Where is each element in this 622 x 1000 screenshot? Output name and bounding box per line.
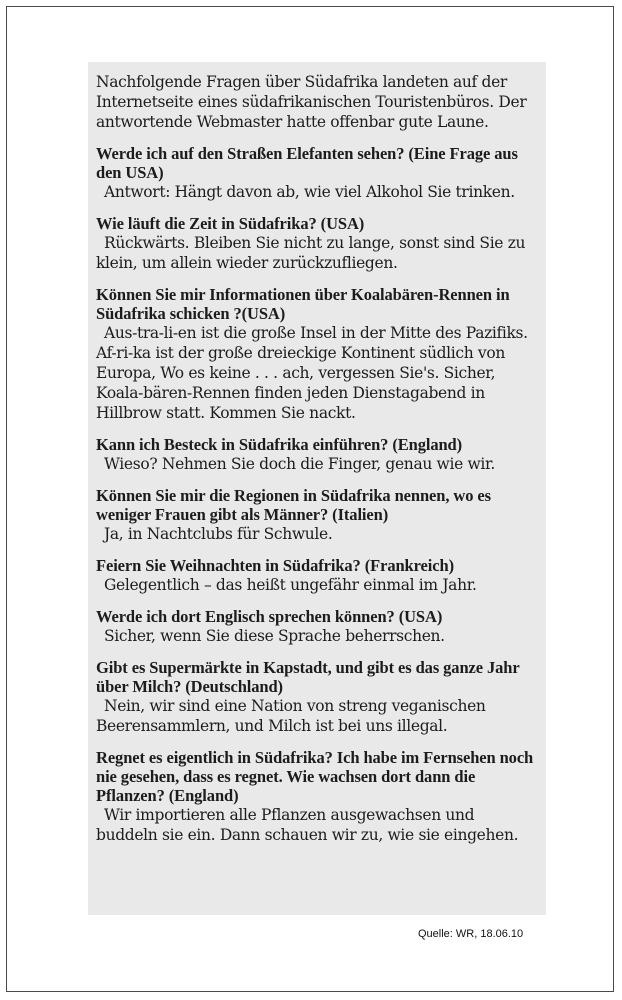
qa-item-7 — [96, 607, 540, 646]
answer: Aus-tra-li-en ist die große Insel in der Mitte des Pazifiks. Af-ri-ka ist der große dreieckige Kontinent südlich von Europa, Wo es keine . . . ach, vergessen Sie's. Sicher, Koala-bären-Rennen finden jeden Dienstagabend in Hillbrow statt. Kommen Sie nackt. — [96, 324, 528, 422]
answer: Wir importieren alle Pflanzen ausgewachsen und buddeln sie ein. Dann schauen wir zu, wie sie eingehen. — [96, 806, 519, 844]
question: Kann ich Besteck in Südafrika einführen? (England) — [96, 435, 463, 454]
qa-item-6 — [96, 556, 540, 595]
qa-item-4 — [96, 435, 540, 474]
question: Wie läuft die Zeit in Südafrika? (USA) — [96, 214, 365, 233]
answer: Wieso? Nehmen Sie doch die Finger, genau wie wir. — [104, 455, 495, 473]
answer: Rückwärts. Bleiben Sie nicht zu lange, sonst sind Sie zu klein, um allein wieder zurückzufliegen. — [96, 234, 526, 272]
qa-item-5 — [96, 486, 540, 544]
question: Können Sie mir die Regionen in Südafrika nennen, wo es weniger Frauen gibt als Männer? (Italien) — [96, 486, 491, 524]
qa-item-3 — [96, 285, 540, 423]
question: Werde ich auf den Straßen Elefanten sehen? (Eine Frage aus den USA) — [96, 144, 518, 182]
newspaper-clipping — [88, 62, 546, 915]
answer: Sicher, wenn Sie diese Sprache beherrschen. — [104, 627, 445, 645]
intro-text: Nachfolgende Fragen über Südafrika landeten auf der Internetseite eines südafrikanischen Touristenbüros. Der antwortende Webmaster hatte offenbar gute Laune. — [96, 73, 527, 131]
qa-item-1 — [96, 144, 540, 202]
qa-item-9 — [96, 748, 540, 845]
answer: Ja, in Nachtclubs für Schwule. — [104, 525, 333, 543]
question: Regnet es eigentlich in Südafrika? Ich habe im Fernsehen noch nie gesehen, dass es regnet. Wie wachsen dort dann die Pflanzen? (England) — [96, 748, 534, 805]
question: Gibt es Supermärkte in Kapstadt, und gibt es das ganze Jahr über Milch? (Deutschland) — [96, 658, 520, 696]
question: Feiern Sie Weihnachten in Südafrika? (Frankreich) — [96, 556, 454, 575]
answer: Nein, wir sind eine Nation von streng veganischen Beerensammlern, und Milch ist bei uns illegal. — [96, 697, 486, 735]
qa-item-8 — [96, 658, 540, 736]
answer: Antwort: Hängt davon ab, wie viel Alkohol Sie trinken. — [104, 183, 515, 201]
question: Können Sie mir Informationen über Koalabären-Rennen in Südafrika schicken ?(USA) — [96, 285, 510, 323]
source-citation: Quelle: WR, 18.06.10 — [418, 928, 524, 940]
qa-item-2 — [96, 214, 540, 273]
answer: Gelegentlich – das heißt ungefähr einmal im Jahr. — [104, 576, 477, 594]
question: Werde ich dort Englisch sprechen können? (USA) — [96, 607, 443, 626]
